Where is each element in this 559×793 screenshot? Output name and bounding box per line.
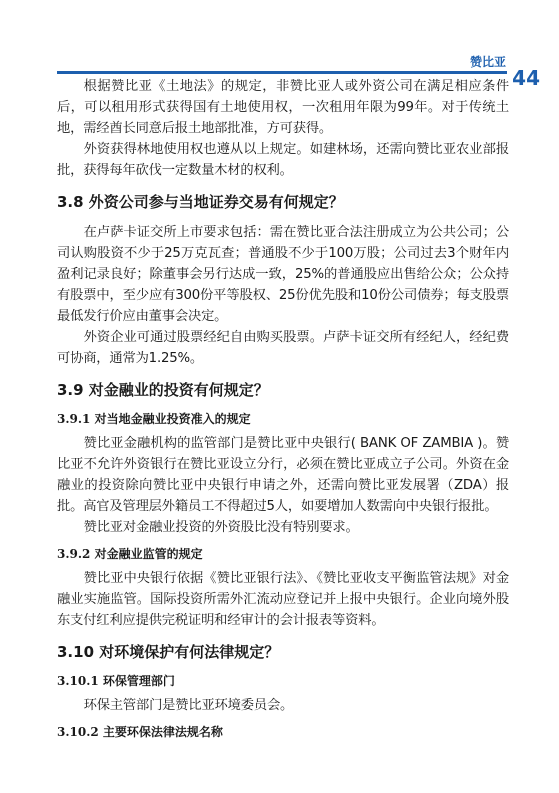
subsection-heading-3-10-1: 3.10.1 环保管理部门 [57,674,175,688]
paragraph-finance-access: 赞比亚金融机构的监管部门是赞比亚中央银行( BANK OF ZAMBIA )。赞比亚不允许外资银行在赞比亚设立分行，必须在赞比亚成立子公司。外资在金融业的投资除向赞比亚中央银行申请之外，还需向赞比亚发展署（ZDA）报批。高官及管理层外籍员工不得超过5人，如要增加人数需向中央银行报批。 [57,436,509,514]
paragraph-finance-supervision: 赞比亚中央银行依据《赞比亚银行法》、《赞比亚收支平衡监管法规》对金融业实施监管。国际投资所需外汇流动应登记并上报中央银行。企业向境外股东支付红利应提供完税证明和经审计的会计报表等资料。 [57,571,509,628]
header-country-label: 赞比亚 [469,55,506,69]
subsection-heading-3-9-1: 3.9.1 对当地金融业投资准入的规定 [57,412,251,426]
section-heading-3-8: 3.8 外资公司参与当地证券交易有何规定？ [57,193,344,211]
subsection-heading-3-9-2: 3.9.2 对金融业监管的规定 [57,547,203,561]
section-heading-3-9: 3.9 对金融业的投资有何规定？ [57,381,269,399]
paragraph-land-law: 根据赞比亚《土地法》的规定，非赞比亚人或外资公司在满足相应条件后，可以租用形式获得国有土地使用权，一次租用年限为99年。对于传统土地，需经酋长同意后报土地部批准，方可获得。 [57,79,509,136]
paragraph-stock-brokers: 外资企业可通过股票经纪自由购买股票。卢萨卡证交所有经纪人，经纪费可协商，通常为1.25%。 [57,330,509,366]
paragraph-listing-requirements: 在卢萨卡证交所上市要求包括：需在赞比亚合法注册成立为公共公司；公司认购股资不少于25万克瓦查；普通股不少于100万股；公司过去3个财年内盈利记录良好；除董事会另行达成一致，25%的普通股应出售给公众；公众持有股票中，至少应有300份平等股权、25份优先股和10份公司债券；每支股票最低发行价应由董事会决定。 [57,225,509,324]
page-body [57,76,509,746]
section-heading-3-10: 3.10 对环境保护有何法律规定？ [57,643,280,661]
page-number: 44 [512,66,540,90]
header-rule [57,71,507,74]
paragraph-forest-land: 外资获得林地使用权也遵从以上规定。如建林场，还需向赞比亚农业部报批，获得每年砍伐一定数量木材的权利。 [57,142,509,178]
subsection-heading-3-10-2: 3.10.2 主要环保法律法规名称 [57,725,223,739]
paragraph-foreign-share: 赞比亚对金融业投资的外资股比没有特别要求。 [83,520,359,535]
paragraph-env-authority: 环保主管部门是赞比亚环境委员会。 [83,698,294,713]
